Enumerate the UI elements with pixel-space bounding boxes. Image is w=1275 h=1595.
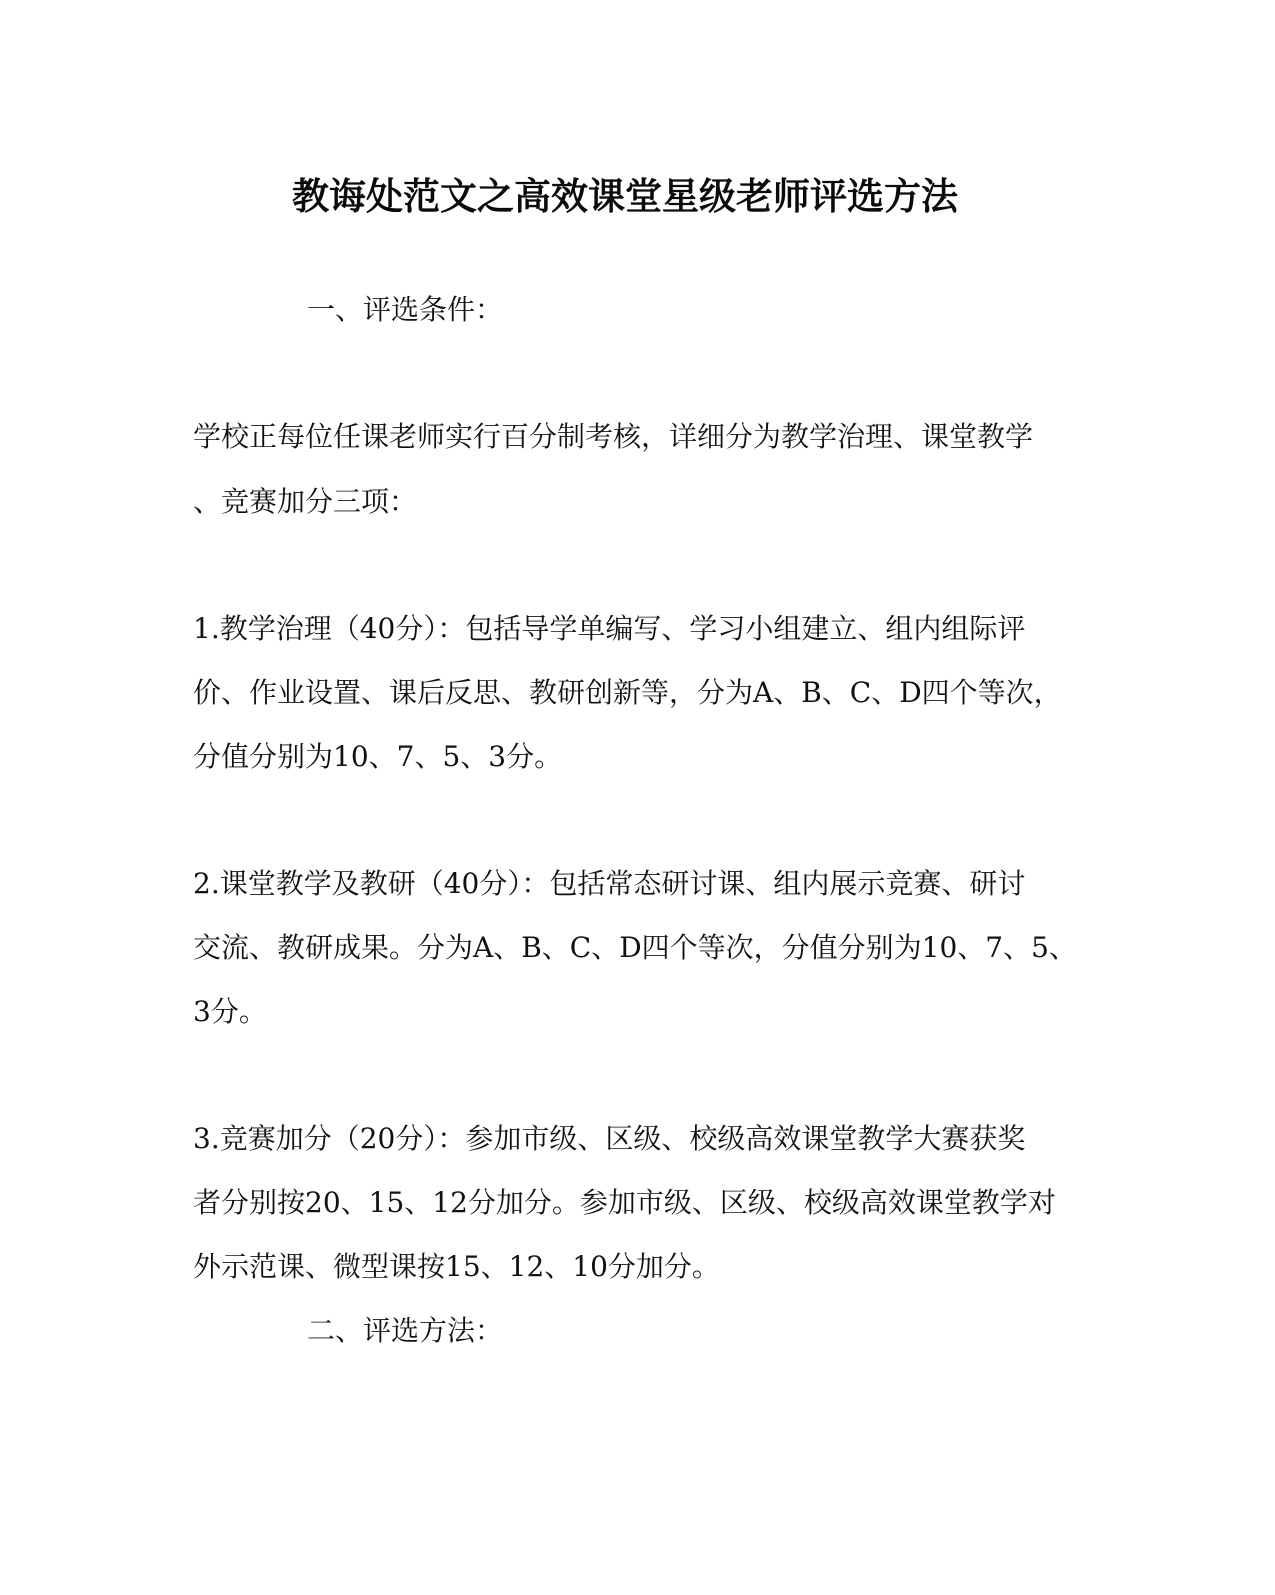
item-3-line-2: 者分别按20、15、12分加分。参加市级、区级、校级高效课堂教学对 (193, 1186, 1056, 1219)
section-heading-method: 二、评选方法： (307, 1314, 504, 1347)
section-heading-criteria: 一、评选条件： (307, 293, 504, 326)
item-3-line-3: 外示范课、微型课按15、12、10分加分。 (193, 1250, 720, 1283)
item-3-line-1: 3.竞赛加分（20分）：参加市级、区级、校级高效课堂教学大赛获奖 (193, 1122, 1026, 1155)
intro-text-line-2: 、竞赛加分三项： (193, 485, 418, 518)
item-2-line-1: 2.课堂教学及教研（40分）：包括常态研讨课、组内展示竞赛、研讨 (193, 867, 1026, 900)
document-title: 教诲处范文之高效课堂星级老师评选方法 (292, 175, 958, 218)
item-1-line-2: 价、作业设置、课后反思、教研创新等，分为A、B、C、D四个等次， (193, 676, 1062, 709)
item-1-line-3: 分值分别为10、7、5、3分。 (193, 740, 563, 773)
item-2-line-3: 3分。 (193, 995, 267, 1028)
item-1-line-1: 1.教学治理（40分）：包括导学单编写、学习小组建立、组内组际评 (193, 612, 1026, 645)
item-2-line-2: 交流、教研成果。分为A、B、C、D四个等次，分值分别为10、7、5、 (193, 931, 1077, 964)
intro-text-line-1: 学校正每位任课老师实行百分制考核，详细分为教学治理、课堂教学 (193, 420, 1034, 453)
